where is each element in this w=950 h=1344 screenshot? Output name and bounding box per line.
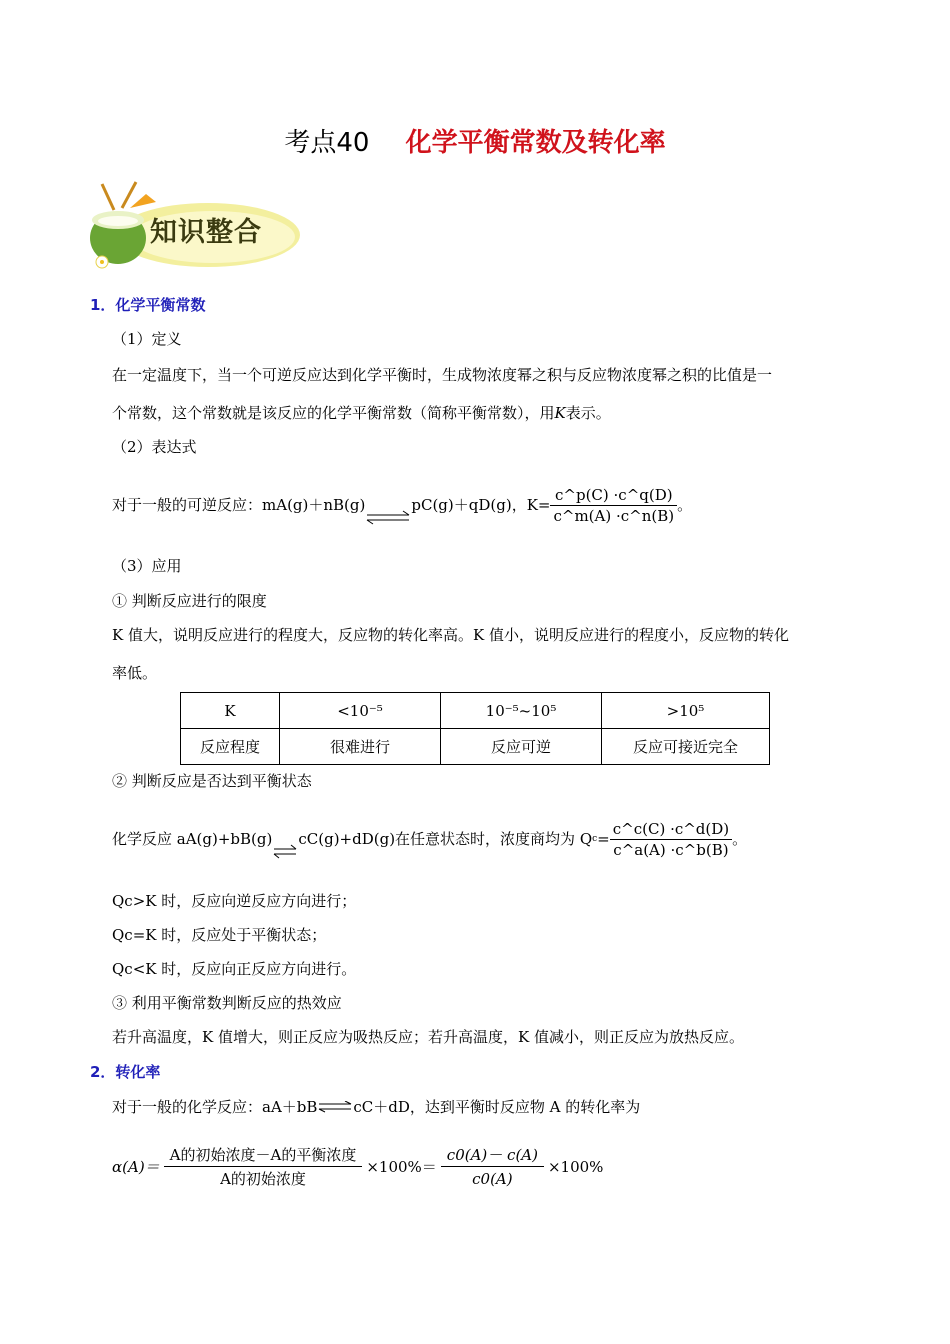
- alpha-label: α(A)＝: [112, 1158, 160, 1176]
- qc-fraction: [610, 820, 732, 859]
- table-row: [181, 729, 770, 765]
- reversible-arrow-icon: [317, 1101, 353, 1113]
- application-1-line-2: 率低。: [112, 664, 158, 682]
- qc-lead: 化学反应 aA(g)+bB(g): [112, 830, 273, 848]
- expression-lead: 对于一般的可逆反应：: [112, 496, 263, 514]
- conversion-tail: ×100%: [547, 1158, 604, 1176]
- conversion-mid: ×100%＝: [366, 1158, 437, 1176]
- qc-expression-line: [112, 814, 747, 864]
- page-title: [0, 122, 950, 159]
- application-3-heading: ③ 利用平衡常数判断反应的热效应: [112, 994, 342, 1012]
- k-numerator: c^p(C) ·c^q(D): [550, 486, 677, 506]
- definition-line-2-end: 表示。: [565, 404, 611, 422]
- table-header-mid: 10⁻⁵~10⁵: [441, 693, 602, 729]
- qc-less-line: Qc<K 时，反应向正反应方向进行。: [112, 960, 357, 978]
- conversion-formula: [112, 1142, 603, 1192]
- application-1-line-1: K 值大，说明反应进行的程度大，反应物的转化率高。K 值小，说明反应进行的程度小，反应物的转化: [112, 626, 789, 644]
- expression-heading: （2）表达式: [112, 438, 197, 456]
- qc-end: 。: [732, 830, 748, 848]
- qc-mid: cC(g)+dD(g)在任意状态时，浓度商均为 Q: [298, 830, 593, 848]
- conversion-fraction-symbols: [441, 1146, 544, 1188]
- conversion-denominator-words: A的初始浓度: [220, 1170, 306, 1188]
- reversible-arrow-icon: [365, 509, 411, 529]
- qc-subscript: c: [592, 834, 598, 844]
- conversion-lead-b: cC＋dD，达到平衡时反应物 A 的转化率为: [353, 1098, 641, 1116]
- table-row: [181, 693, 770, 729]
- definition-line-1: 在一定温度下，当一个可逆反应达到化学平衡时，生成物浓度幂之积与反应物浓度幂之积的比值是一: [112, 366, 773, 384]
- application-heading: （3）应用: [112, 557, 182, 575]
- definition-line-2: [112, 404, 611, 422]
- table-cell: 很难进行: [280, 729, 441, 765]
- title-main: 化学平衡常数及转化率: [405, 128, 666, 158]
- qc-greater-line: Qc>K 时，反应向逆反应方向进行；: [112, 892, 357, 910]
- application-3-line: 若升高温度，K 值增大，则正反应为吸热反应；若升高温度，K 值减小，则正反应为放热反应。: [112, 1028, 744, 1046]
- qc-equal-line: Qc=K 时，反应处于平衡状态；: [112, 926, 327, 944]
- table-header-high: >10⁵: [602, 693, 770, 729]
- knowledge-banner: [88, 180, 303, 275]
- conversion-lead-line: [112, 1098, 640, 1116]
- section-2-heading: 2．转化率: [90, 1063, 161, 1081]
- conversion-denominator-symbols: c0(A): [472, 1170, 513, 1188]
- expression-end: 。: [677, 496, 693, 514]
- table-cell: 反应可接近完全: [602, 729, 770, 765]
- table-header-k: K: [181, 693, 280, 729]
- k-fraction: [550, 486, 677, 525]
- conversion-fraction-words: [164, 1146, 363, 1188]
- qc-numerator: c^c(C) ·c^d(D): [610, 820, 732, 840]
- table-header-low: <10⁻⁵: [280, 693, 441, 729]
- qc-equals: =: [597, 830, 610, 848]
- title-prefix: 考点40: [284, 128, 370, 158]
- k-symbol: K: [554, 404, 566, 422]
- table-cell: 反应程度: [181, 729, 280, 765]
- k-denominator: c^m(A) ·c^n(B): [553, 506, 675, 525]
- qc-denominator: c^a(A) ·c^b(B): [613, 840, 729, 859]
- expression-reactants: mA(g)＋nB(g): [262, 496, 366, 514]
- table-cell: 反应可逆: [441, 729, 602, 765]
- section-1-heading: 1．化学平衡常数: [90, 296, 206, 314]
- reversible-arrow-icon: [272, 843, 298, 863]
- banner-label: 知识整合: [150, 217, 262, 248]
- conversion-lead-a: 对于一般的化学反应：aA＋bB: [112, 1098, 318, 1116]
- definition-line-2-text: 个常数，这个常数就是该反应的化学平衡常数（简称平衡常数），用: [112, 404, 555, 422]
- conversion-numerator-words: A的初始浓度－A的平衡浓度: [164, 1146, 363, 1167]
- definition-heading: （1）定义: [112, 330, 182, 348]
- conversion-numerator-symbols: c0(A)－ c(A): [441, 1146, 544, 1167]
- k-range-table: [180, 692, 770, 765]
- application-1-heading: ① 判断反应进行的限度: [112, 592, 267, 610]
- expression-line: [112, 480, 692, 530]
- expression-products: pC(g)＋qD(g)，K=: [411, 496, 551, 514]
- application-2-heading: ② 判断反应是否达到平衡状态: [112, 772, 312, 790]
